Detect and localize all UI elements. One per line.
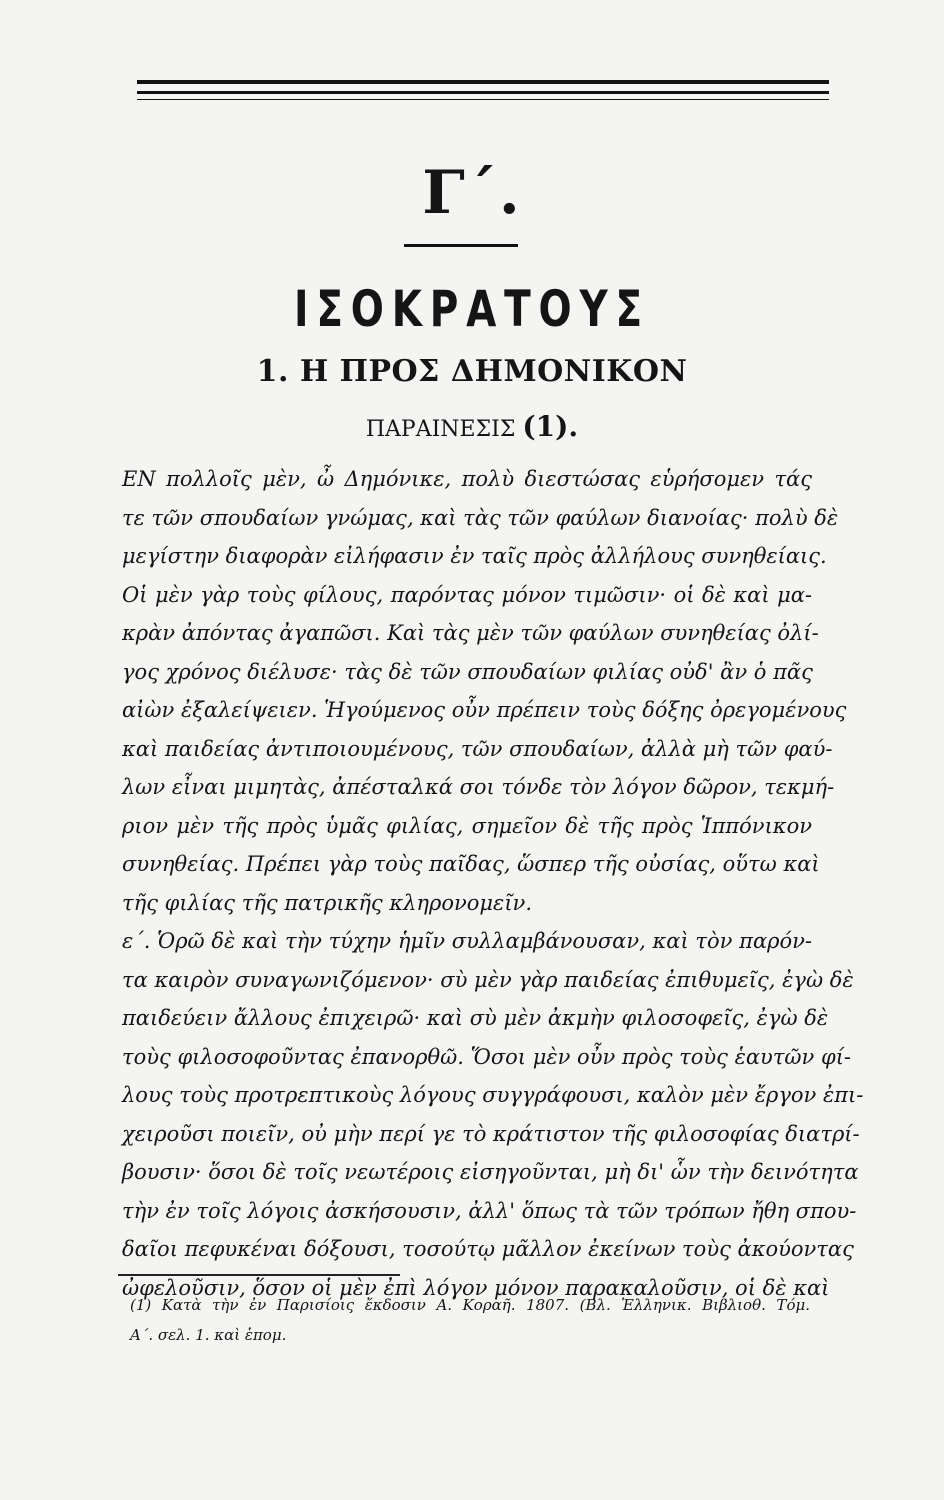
body-line: λους τοὺς προτρεπτικοὺς λόγους συγγράφουσι, καλὸν μὲν ἔργον ἐπι- bbox=[122, 1083, 864, 1107]
body-line: ὠφελοῦσιν, ὅσον οἱ μὲν ἐπὶ λόγον μόνον παρακαλοῦσιν, οἱ δὲ καὶ bbox=[122, 1275, 830, 1300]
author-heading: ΙΣΟΚΡΑΤΟΥΣ bbox=[294, 280, 650, 338]
body-line: γος χρόνος διέλυσε· τὰς δὲ τῶν σπουδαίων φιλίας οὐδ' ἂν ὁ πᾶς bbox=[122, 659, 813, 684]
body-line: δαῖοι πεφυκέναι δόξουσι, τοσούτῳ μᾶλλον ἐκείνων τοὺς ἀκούοντας bbox=[122, 1237, 854, 1261]
body-line: τα καιρὸν συναγωνιζόμενον· σὺ μὲν γὰρ παιδείας ἐπιθυμεῖς, ἐγὼ δὲ bbox=[122, 967, 854, 992]
body-line: κρὰν ἀπόντας ἀγαπῶσι. Καὶ τὰς μὲν τῶν φαύλων συνηθείας ὀλί- bbox=[122, 621, 819, 645]
body-line: τε τῶν σπουδαίων γνώμας, καὶ τὰς τῶν φαύλων διανοίας· πολὺ δὲ bbox=[122, 505, 839, 530]
body-line: ριον μὲν τῆς πρὸς ὑμᾶς φιλίας, σημεῖον δὲ τῆς πρὸς Ἱππόνικον bbox=[122, 813, 812, 838]
body-line: παιδεύειν ἄλλους ἐπιχειρῶ· καὶ σὺ μὲν ἀκμὴν φιλοσοφεῖς, ἐγὼ δὲ bbox=[122, 1006, 829, 1030]
body-line: συνηθείας. Πρέπει γὰρ τοὺς παῖδας, ὥσπερ τῆς οὐσίας, οὕτω καὶ bbox=[122, 852, 820, 876]
work-title: 1. Η ΠΡΟΣ ΔΗΜΟΝΙΚΟΝ bbox=[256, 354, 688, 389]
section-divider bbox=[404, 244, 518, 247]
body-line: τοὺς φιλοσοφοῦντας ἐπανορθῶ. Ὅσοι μὲν οὖν πρὸς τοὺς ἑαυτῶν φί- bbox=[122, 1044, 852, 1069]
body-text bbox=[122, 460, 864, 1307]
body-line: χειροῦσι ποιεῖν, οὐ μὴν περί γε τὸ κράτιστον τῆς φιλοσοφίας διατρί- bbox=[122, 1121, 860, 1146]
body-line: λων εἶναι μιμητὰς, ἀπέσταλκά σοι τόνδε τὸν λόγον δῶρον, τεκμή- bbox=[122, 775, 835, 799]
body-line: αἰὼν ἐξαλείψειεν. Ἡγούμενος οὖν πρέπειν τοὺς δόξης ὀρεγομένους bbox=[122, 698, 847, 722]
footnote-rule bbox=[118, 1274, 400, 1276]
body-line: ε΄. Ὁρῶ δὲ καὶ τὴν τύχην ἡμῖν συλλαμβάνουσαν, καὶ τὸν παρόν- bbox=[122, 929, 812, 953]
footnote bbox=[130, 1290, 810, 1350]
top-rule-thick bbox=[137, 80, 829, 84]
body-line: μεγίστην διαφορὰν εἰλήφασιν ἐν ταῖς πρὸς ἀλλήλους συνηθείαις. bbox=[122, 544, 827, 568]
body-line: τῆς φιλίας τῆς πατρικῆς κληρονομεῖν. bbox=[122, 890, 532, 915]
top-rule-thin bbox=[137, 99, 829, 100]
body-line: ΕΝ πολλοῖς μὲν, ὦ Δημόνικε, πολὺ διεστώσας εὑρήσομεν τάς bbox=[122, 467, 812, 491]
section-letter: Γ΄. bbox=[422, 158, 522, 228]
top-rule-middle bbox=[137, 91, 829, 94]
body-line: τὴν ἐν τοῖς λόγοις ἀσκήσουσιν, ἀλλ' ὅπως τὰ τῶν τρόπων ἤθη σπου- bbox=[122, 1198, 857, 1223]
footnote-line: (1) Κατὰ τὴν ἐν Παρισίοις ἔκδοσιν Α. Κοραῆ. 1807. (Βλ. Ἑλληνικ. Βιβλιοθ. Τόμ. bbox=[130, 1296, 810, 1314]
footnote-line: Α΄. σελ. 1. καὶ ἑπομ. bbox=[130, 1326, 287, 1344]
body-line: καὶ παιδείας ἀντιποιουμένους, τῶν σπουδαίων, ἀλλὰ μὴ τῶν φαύ- bbox=[122, 736, 833, 761]
work-subtitle: ΠΑΡΑΙΝΕΣΙΣ bbox=[365, 417, 516, 442]
body-line: βουσιν· ὅσοι δὲ τοῖς νεωτέροις εἰσηγοῦνται, μὴ δι' ὧν τὴν δεινότητα bbox=[122, 1160, 859, 1184]
body-line: Οἱ μὲν γὰρ τοὺς φίλους, παρόντας μόνον τιμῶσιν· οἱ δὲ καὶ μα- bbox=[122, 582, 812, 607]
work-subtitle-row bbox=[0, 410, 944, 443]
footnote-reference: (1). bbox=[522, 410, 579, 443]
